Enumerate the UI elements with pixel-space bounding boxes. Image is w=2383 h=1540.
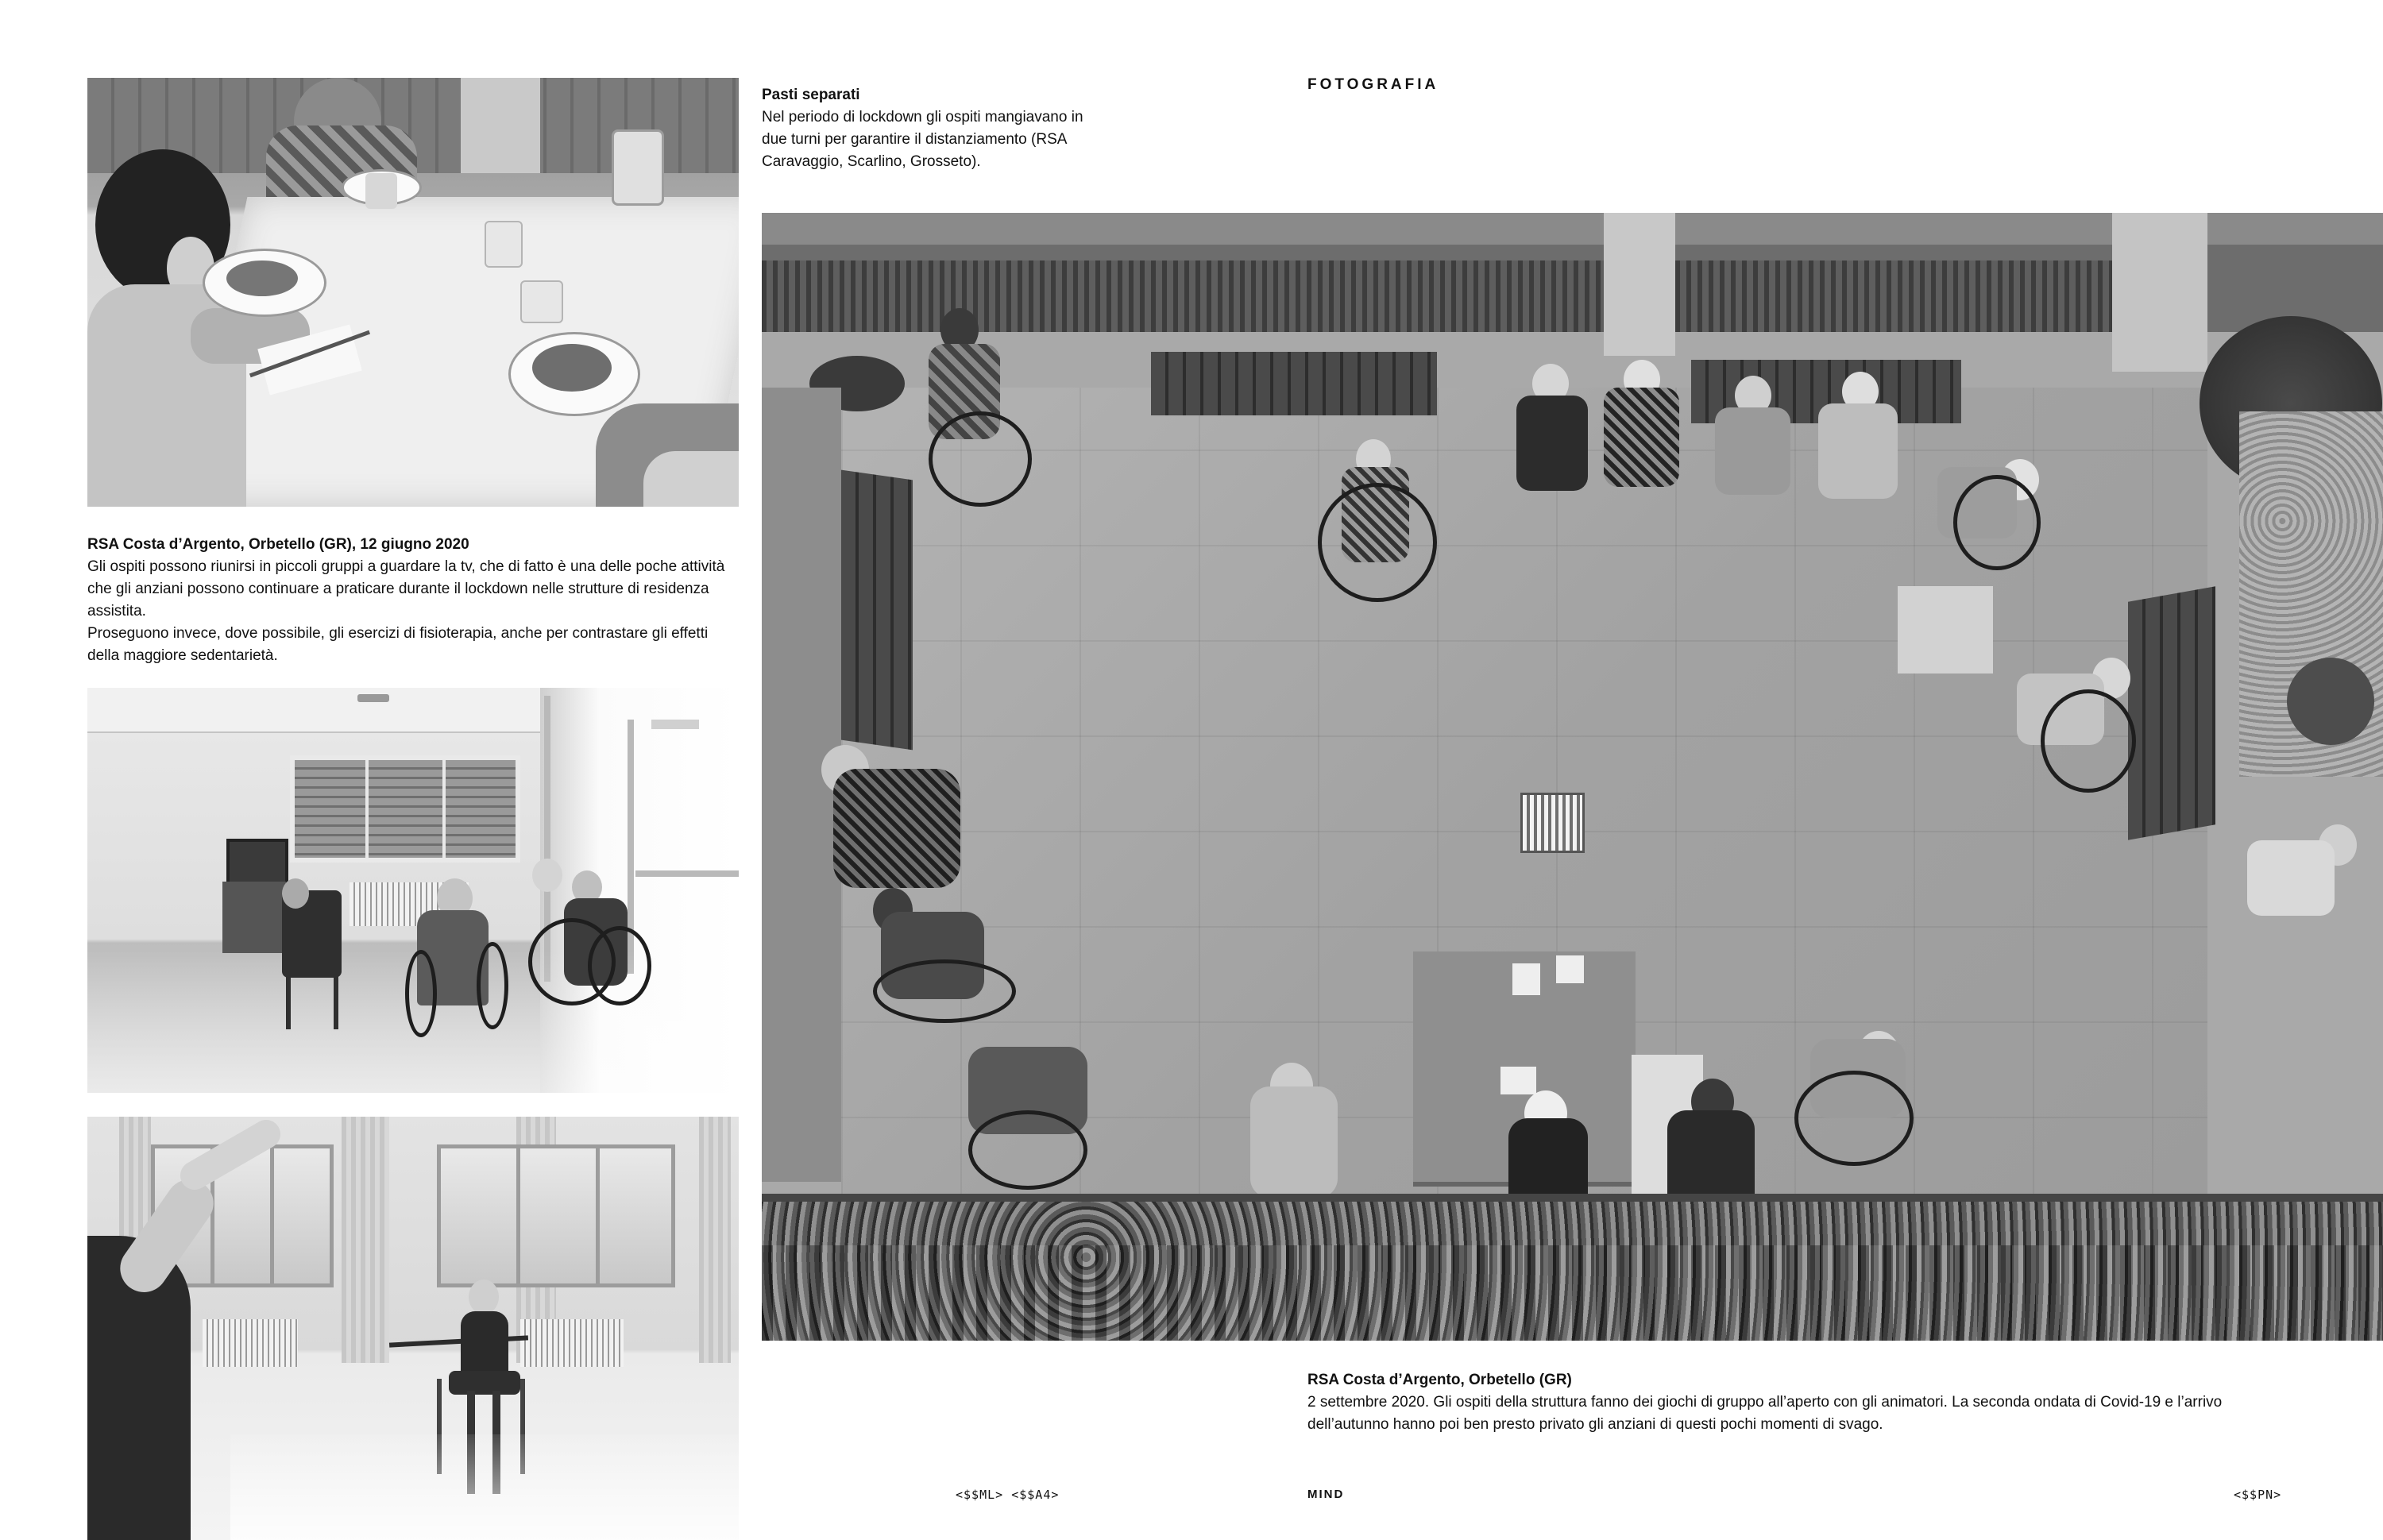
tv-caption-title: RSA Costa d’Argento, Orbetello (GR), 12 giugno 2020 <box>87 536 469 553</box>
meals-caption-title: Pasti separati <box>762 87 860 103</box>
folio-magazine-name: MIND <box>1307 1488 1345 1501</box>
meals-caption <box>762 84 1095 173</box>
tv-caption <box>87 534 739 667</box>
courtyard-caption <box>1307 1369 2285 1436</box>
meal-photo <box>87 78 739 507</box>
tv-caption-text-2: Proseguono invece, dove possibile, gli esercizi di fisioterapia, anche per contrastare gli effetti della maggiore sedentarietà. <box>87 625 709 664</box>
tv-room-photo <box>87 688 739 1093</box>
physio-photo <box>87 1117 739 1540</box>
section-label: FOTOGRAFIA <box>1307 76 1439 93</box>
folio-left-code: <$$ML> <$$A4> <box>956 1488 1060 1502</box>
meals-caption-text: Nel periodo di lockdown gli ospiti mangiavano in due turni per garantire il distanziamento (RSA Caravaggio, Scarlino, Grosseto). <box>762 109 1083 170</box>
folio-page-number: <$$PN> <box>2234 1488 2282 1502</box>
courtyard-caption-text: 2 settembre 2020. Gli ospiti della struttura fanno dei giochi di gruppo all’aperto con gli animatori. La seconda ondata di Covid-19 e l’arrivo dell’autunno hanno poi ben presto privato gli anziani di questi pochi momenti di svago. <box>1307 1394 2223 1433</box>
courtyard-caption-title: RSA Costa d’Argento, Orbetello (GR) <box>1307 1372 1572 1388</box>
tv-caption-text-1: Gli ospiti possono riunirsi in piccoli gruppi a guardare la tv, che di fatto è una delle poche attività che gli anziani possono continuare a praticare durante il lockdown nelle strutture di residenza assistita. <box>87 558 725 619</box>
courtyard-photo <box>762 213 2383 1341</box>
